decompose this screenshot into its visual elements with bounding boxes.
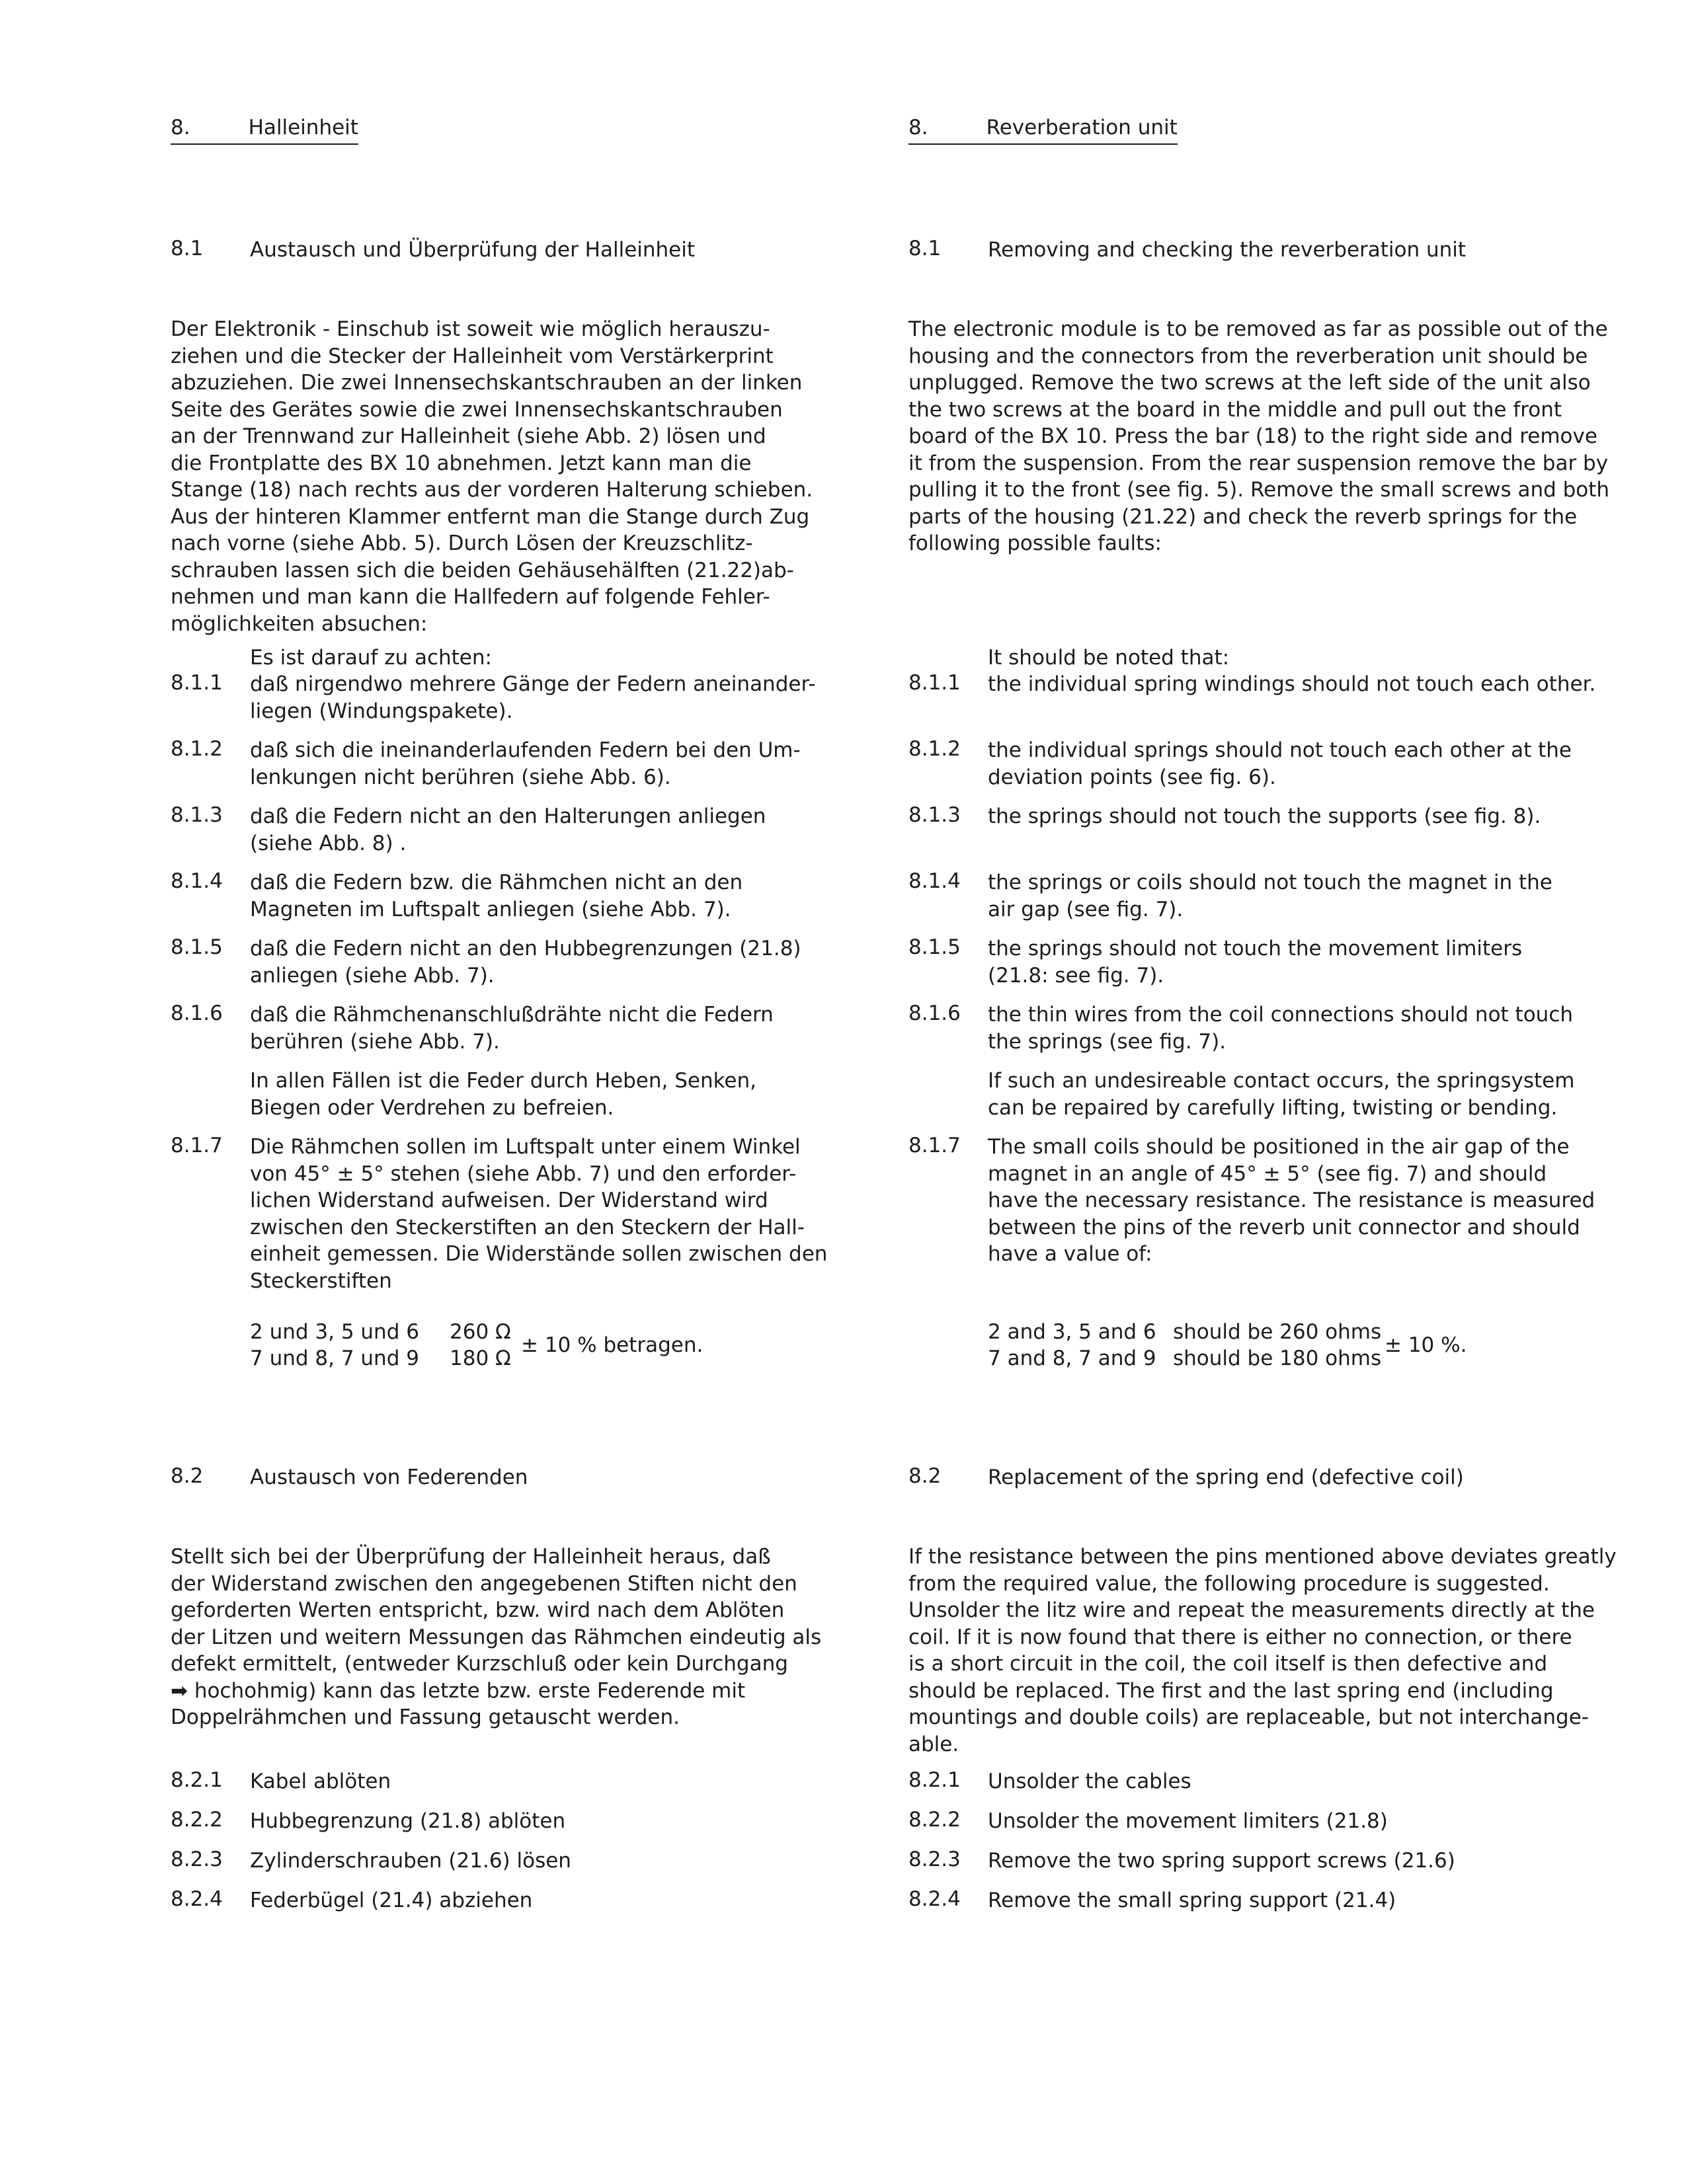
intro-paragraph: The electronic module is to be removed as far as possible out of the housing and the connectors from the reverberation unit should be unplugged. Remove the two screws at the left side of the unit also the two screws at the board in the middle and pull out the front board of the BX 10. Press the bar (18) to the right side and remove it from the suspension. From the rear suspension remove the bar by pulling it to the front (see fig. 5). Remove the small screws and both parts of the housing (21.22) and check the reverb springs for the following possible faults:	[908, 317, 1610, 555]
section-heading: 8. Reverberation unit	[908, 116, 1649, 145]
intro-paragraph: Stellt sich bei der Überprüfung der Halleinheit heraus, daß der Widerstand zwischen den angegebenen Stiften nicht den geforderten Werten entspricht, bzw. wird nach dem Ablöten der Litzen und weitern Messungen das Rähmchen eindeutig als defekt ermittelt, (entweder Kurzschluß oder kein Durchgang ➡ hochohmig) kann das letzte bzw. erste Federende mit Doppelrähmchen und Fassung getauscht werden.	[171, 1545, 822, 1729]
section-heading: 8. Halleinheit	[171, 116, 911, 145]
intro-paragraph: Der Elektronik - Einschub ist soweit wie möglich herauszu- ziehen und die Stecker der Halleinheit vom Verstärkerprint abzuziehen. Die zwei Innensechskantschrauben an der linken Seite des Gerätes sowie die zwei Innensechskantschrauben an der Trennwand zur Halleinheit (siehe Abb. 2) lösen und die Frontplatte des BX 10 abnehmen. Jetzt kann man die Stange (18) nach rechts aus der vorderen Halterung schieben. Aus der hinteren Klammer entfernt man die Stange durch Zug nach vorne (siehe Abb. 5). Durch Lösen der Kreuzschlitz- schrauben lassen sich die beiden Gehäusehälften (21.22)ab- nehmen und man kann die Hallfedern auf folgende Fehler- möglichkeiten absuchen:	[171, 317, 813, 636]
intro-paragraph: If the resistance between the pins mentioned above deviates greatly from the required value, the following procedure is suggested. Unsolder the litz wire and repeat the measurements directly at the coil. If it is now found that there is either no connection, or there is a short circuit in the coil, the coil itself is then defective and should be replaced. The first and the last spring end (including mountings and double coils) are replaceable, but not interchange- able.	[908, 1545, 1617, 1756]
